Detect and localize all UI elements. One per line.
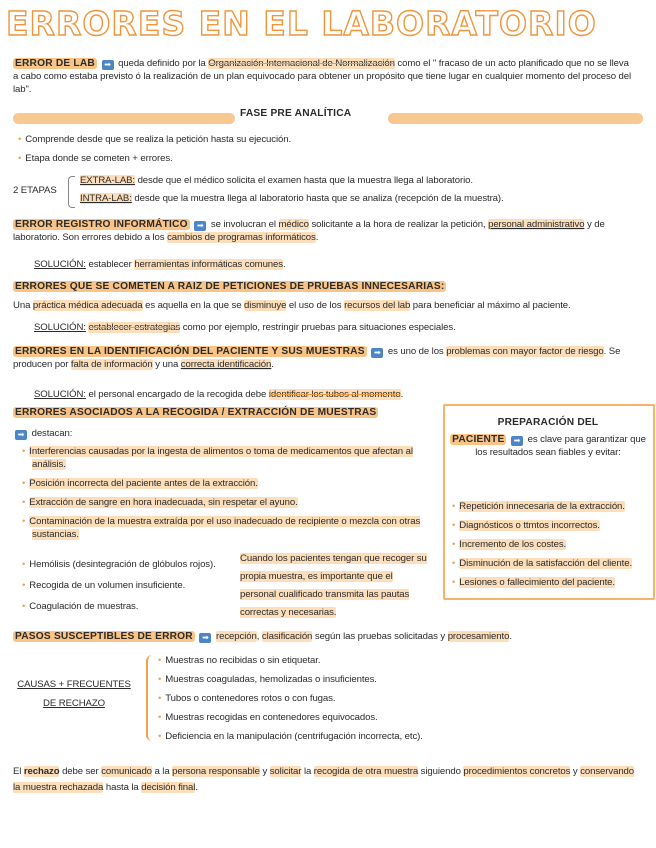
identificacion-paragraph: ERRORES EN LA IDENTIFICACIÓN DEL PACIENTE Y SUS MUESTRAS ➡ es uno de los problemas con mayor factor de riesgo. Se producen por falta de información y una correcta identificación. <box>13 346 621 370</box>
arrow-icon: ➡ <box>199 633 211 643</box>
list-item: • Extracción de sangre en hora inadecuada, sin respetar el ayuno. <box>22 497 298 508</box>
list-item: • Hemólisis (desintegración de glóbulos rojos). <box>22 559 216 570</box>
list-item: • Interferencias causadas por la ingesta de alimentos o toma de medicamentos que afectan al análisis. <box>22 446 413 470</box>
preparacion-content: PREPARACIÓN DEL PACIENTE ➡ es clave para garantizar que los resultados sean fiables y evitar: <box>450 416 646 459</box>
list-item: • Deficiencia en la manipulación (centrifugación incorrecta, etc). <box>158 731 423 742</box>
recogida-heading-wrap <box>13 406 378 419</box>
causas-label: CAUSAS + FRECUENTES DE RECHAZO <box>17 679 131 709</box>
preparacion-list <box>452 500 648 589</box>
registro-solucion: SOLUCIÓN: establecer herramientas informáticas comunes. <box>34 259 286 270</box>
causas-brace <box>146 655 156 741</box>
list-item: • Posición incorrecta del paciente antes de la extracción. <box>22 478 258 489</box>
identificacion-heading: ERRORES EN LA IDENTIFICACIÓN DEL PACIENTE Y SUS MUESTRAS <box>15 346 365 357</box>
section-bar-left <box>13 113 235 124</box>
list-item: EXTRA-LAB: desde que el médico solicita el examen hasta que la muestra llega al laboratorio. <box>80 175 473 186</box>
recogida-note: Cuando los pacientes tengan que recoger su propia muestra, es importante que el personal cualificado transmita las pautas correctas y necesarias. <box>240 553 427 618</box>
list-item: • Recogida de un volumen insuficiente. <box>22 580 186 591</box>
list-item: • Muestras no recibidas o sin etiquetar. <box>158 655 321 666</box>
list-item: • Muestras recogidas en contenedores equivocados. <box>158 712 378 723</box>
list-item: INTRA-LAB: desde que la muestra llega al laboratorio hasta que se analiza (recepción de la muestra). <box>80 193 504 204</box>
causas-list <box>158 654 598 743</box>
innecesarias-heading: ERRORES QUE SE COMETEN A RAIZ DE PETICIONES DE PRUEBAS INNECESARIAS: <box>15 281 445 292</box>
recogida-heading: ERRORES ASOCIADOS A LA RECOGIDA / EXTRACCIÓN DE MUESTRAS <box>15 407 377 418</box>
pasos-heading: PASOS SUSCEPTIBLES DE ERROR <box>15 631 193 642</box>
list-item: • Contaminación de la muestra extraída por el uso inadecuado de recipiente o mezcla con otras sustancias. <box>22 516 421 540</box>
etapas-label: 2 ETAPAS <box>13 185 57 196</box>
list-item: • Coagulación de muestras. <box>22 601 139 612</box>
registro-heading: ERROR REGISTRO INFORMÁTICO <box>15 219 188 230</box>
error-lab-heading: ERROR DE LAB <box>15 58 95 69</box>
registro-paragraph: ERROR REGISTRO INFORMÁTICO ➡ se involucran el médico solicitante a la hora de realizar la petición, personal administrativo y de laboratorio. Son errores debido a los cambios de programas informáticos. <box>13 219 605 243</box>
preparacion-heading: PREPARACIÓN DEL <box>497 417 599 428</box>
recogida-destacan: ➡ destacan: <box>13 427 72 440</box>
innecesarias-solucion: SOLUCIÓN: establecer estrategias como por ejemplo, restringir pruebas para situaciones especiales. <box>34 322 456 333</box>
list-item: • Etapa donde se cometen + errores. <box>18 153 173 164</box>
arrow-icon: ➡ <box>511 436 523 446</box>
etapas-list <box>80 174 640 205</box>
preanalitica-bullets <box>18 133 291 165</box>
list-item: • Muestras coaguladas, hemolizadas o insuficientes. <box>158 674 377 685</box>
recogida-list <box>22 445 422 541</box>
arrow-icon: ➡ <box>371 348 383 358</box>
pasos-paragraph: PASOS SUSCEPTIBLES DE ERROR ➡ recepción, clasificación según las pruebas solicitadas y procesamiento. <box>15 631 512 642</box>
arrow-icon: ➡ <box>102 60 114 70</box>
page-title: ERRORES EN EL LABORATORIO <box>6 4 597 43</box>
list-item: • Disminución de la satisfacción del cliente. <box>452 558 633 569</box>
fase-preanalitica-heading: FASE PRE ANALÍTICA <box>240 108 352 119</box>
identificacion-solucion: SOLUCIÓN: el personal encargado de la recogida debe identificar los tubos al momento. <box>34 389 404 400</box>
arrow-icon: ➡ <box>15 430 27 440</box>
section-bar-right <box>388 113 643 124</box>
list-item: • Lesiones o fallecimiento del paciente. <box>452 577 615 588</box>
arrow-icon: ➡ <box>194 221 206 231</box>
list-item: • Repetición innecesaria de la extracción. <box>452 501 625 512</box>
list-item: • Diagnósticos o ttmtos incorrectos. <box>452 520 600 531</box>
intro-paragraph: ERROR DE LAB ➡ queda definido por la Organización Internacional de Normalización como el " fracaso de un acto planificado que no se lleva a cabo como estaba previsto ó la realización de un plan equivocado para obtener un propósito que tiene lugar en cualquier momento del proceso del lab". <box>13 58 632 95</box>
etapas-brace <box>68 176 75 208</box>
innecesarias-paragraph: ERRORES QUE SE COMETEN A RAIZ DE PETICIONES DE PRUEBAS INNECESARIAS: Una práctica médica adecuada es aquella en la que se disminuye el uso de los recursos del lab para beneficiar al máximo al paciente. <box>13 281 571 311</box>
list-item: • Incremento de los costes. <box>452 539 567 550</box>
list-item: • Tubos o contenedores rotos o con fugas. <box>158 693 336 704</box>
recogida-list-2 <box>22 558 232 613</box>
list-item: • Comprende desde que se realiza la petición hasta su ejecución. <box>18 134 292 145</box>
final-paragraph: El rechazo debe ser comunicado a la persona responsable y solicitar la recogida de otra muestra siguiendo procedimientos concretos y conservando la muestra rechazada hasta la decisión final. <box>13 766 635 793</box>
org-name: Organización Internacional de Normalización <box>208 58 395 69</box>
